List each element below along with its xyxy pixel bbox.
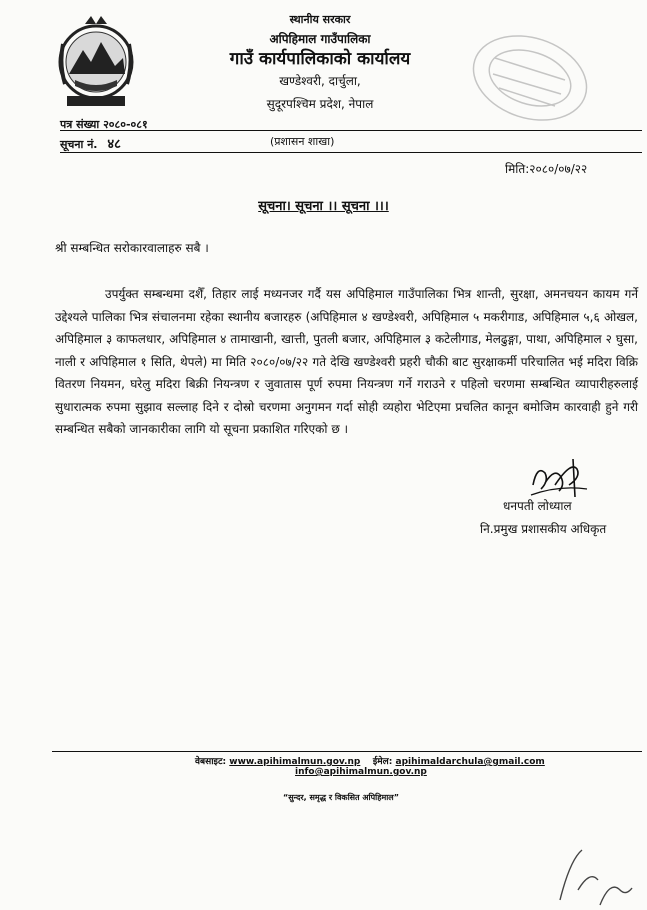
signature-icon (525, 455, 595, 500)
footer-contact (195, 754, 545, 767)
website-label: वेबसाइट: (195, 757, 227, 767)
notice-number-label: सूचना नं. (60, 138, 98, 151)
branch-label: (प्रशासन शाखा) (270, 135, 335, 148)
signatory-name: धनपती लोध्याल (503, 499, 572, 513)
notice-number (60, 134, 121, 152)
notice-title: सूचना। सूचना ।। सूचना ।।। (258, 199, 389, 214)
email-link-secondary[interactable]: info@apihimalmun.gov.np (295, 767, 427, 777)
divider (60, 130, 642, 131)
salutation: श्री सम्बन्धित सरोकारवालाहरु सबै । (55, 241, 209, 255)
address-line-2: सुदूरपश्चिम प्रदेश, नेपाल (266, 97, 374, 111)
signatory-designation: नि.प्रमुख प्रशासकीय अधिकृत (480, 522, 607, 536)
notice-date: मिति:२०८०/०७/२२ (505, 162, 588, 176)
divider (60, 152, 642, 153)
notice-body: उपर्युक्त सम्बन्धमा दशैँ, तिहार लाई मध्यनजर गर्दै यस अपिहिमाल गाउँपालिका भित्र शान्ती, सुरक्षा, अमनचयन कायम गर्ने उद्देश्यले पालिका भित्र संचालनमा रहेका स्थानीय बजारहरु (अपिहिमाल ४ खण्डेश्वरी, अपिहिमाल ५ मकरीगाड, अपिहिमाल ५,६ ओखल, अपिहिमाल ३ काफलधार, अपिहिमाल ४ तामाखानी, खात्ती, पुतली बजार, अपिहिमाल ३ कटेलीगाड, मेलढुङ्गा, पाथा, अपिहिमाल २ घुसा, नाली र अपिहिमाल १ सिति, थेपले) मा मिति २०८०/०७/२२ गते देखि खण्डेश्वरी प्रहरी चौकी बाट सुरक्षाकर्मी परिचालित भई मदिरा विक्रि वितरण नियमन, घरेलु मदिरा बिक्री नियन्त्रण र जुवातास पूर्ण रुपमा नियन्त्रण गर्ने गराउने र पहिलो चरणमा सम्बन्धित व्यापारीहरुलाई सुधारात्मक रुपमा सुझाव सल्लाह दिने र दोस्रो चरणमा अनुगमन गर्दा सोही व्यहोरा भेटिएमा प्रचलित कानून बमोजिम कारवाही हुने गरी सम्बन्धित सबैको जानकारीका लागि यो सूचना प्रकाशित गरिएको छ । (55, 287, 638, 436)
letter-reference-number: पत्र संख्या २०८०-०८१ (60, 118, 148, 131)
office-stamp-icon (465, 28, 595, 128)
website-link[interactable]: www.apihimalmun.gov.np (229, 757, 361, 767)
handwritten-mark-icon (540, 840, 640, 910)
email-label: ईमेल: (372, 757, 393, 767)
municipality-name: अपिहिमाल गाउँपालिका (269, 32, 371, 46)
notice-number-value: ४८ (107, 137, 121, 152)
address-line-1: खण्डेश्वरी, दार्चुला, (279, 74, 361, 88)
office-title: गाउँ कार्यपालिकाको कार्यालय (229, 49, 411, 69)
nepal-emblem-icon (55, 14, 137, 110)
email-link-primary[interactable]: apihimaldarchula@gmail.com (395, 757, 545, 767)
header-line-1: स्थानीय सरकार (289, 13, 351, 26)
footer-slogan: “सुन्दर, समृद्ध र विकसित अपिहिमाल” (283, 793, 399, 802)
footer-divider (52, 751, 642, 752)
